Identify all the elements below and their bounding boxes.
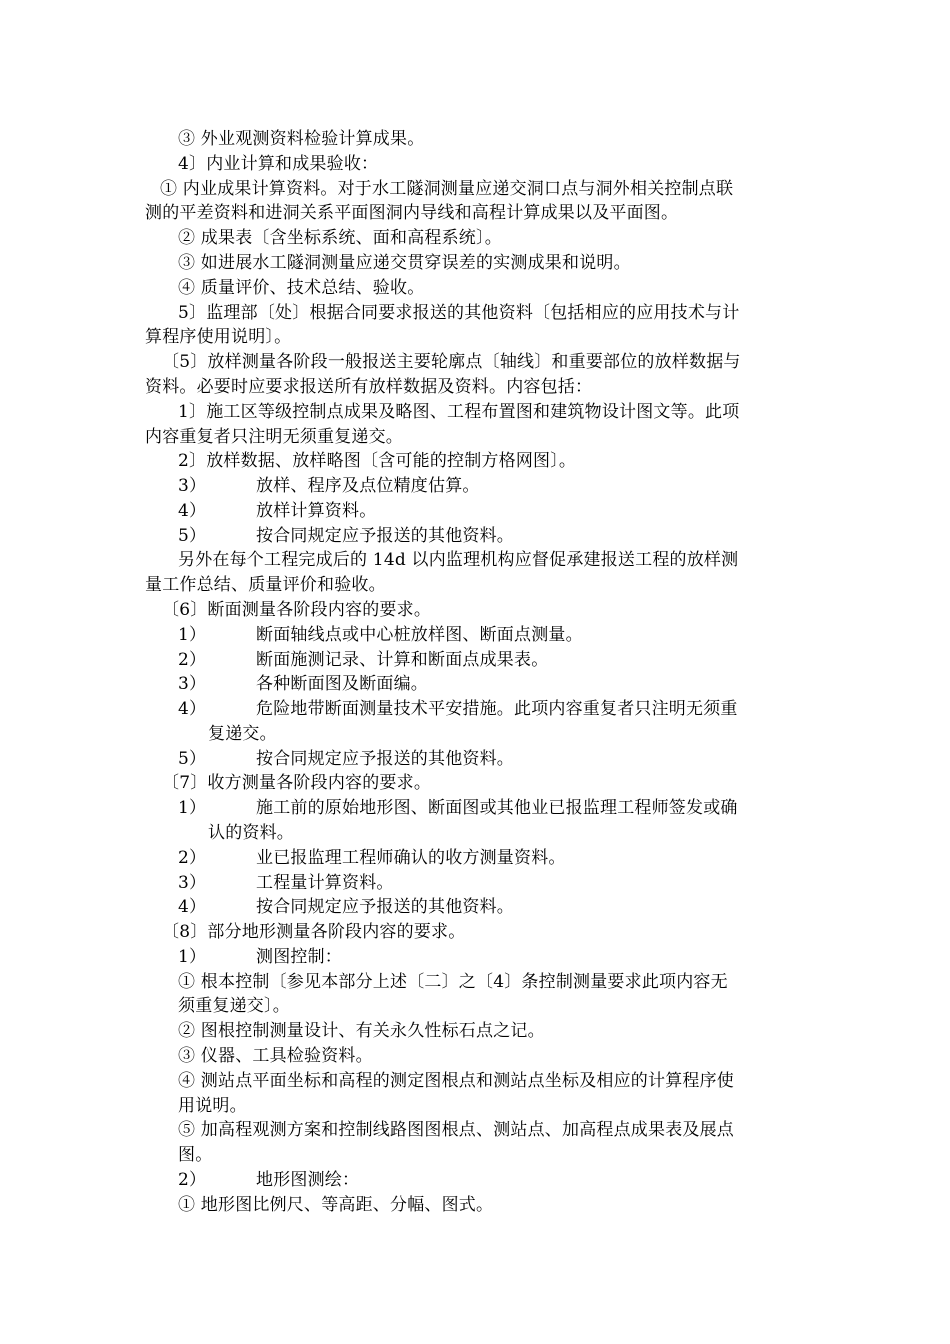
text-line: 4〕内业计算和成果验收： [178, 154, 379, 174]
text-line: 认的资料。 [208, 823, 294, 843]
list-item [178, 846, 566, 870]
text-line: 资料。必要时应要求报送所有放样数据及资料。内容包括： [145, 377, 593, 397]
list-item [178, 524, 514, 548]
item-number: 2） [178, 1170, 207, 1190]
item-number: 1） [178, 947, 207, 967]
list-item [178, 623, 583, 647]
text-line: 内容重复者只注明无须重复递交。 [145, 427, 403, 447]
list-item [178, 871, 394, 895]
item-number: 4） [178, 501, 207, 521]
item-text: 危险地带断面测量技术平安措施。此项内容重复者只注明无须重 [256, 699, 738, 719]
text-line: 〔6〕断面测量各阶段内容的要求。 [162, 600, 432, 620]
item-number: 5） [178, 749, 207, 769]
item-number: 2） [178, 650, 207, 670]
text-line: ② 图根控制测量设计、有关永久性标石点之记。 [178, 1021, 545, 1041]
text-line: 算程序使用说明〕。 [145, 327, 292, 347]
item-text: 断面轴线点或中心桩放样图、断面点测量。 [256, 625, 583, 645]
text-line: 2〕放样数据、放样略图〔含可能的控制方格网图〕。 [178, 451, 577, 471]
item-number: 5） [178, 526, 207, 546]
item-text: 断面施测记录、计算和断面点成果表。 [256, 650, 549, 670]
list-item [178, 648, 548, 672]
item-number: 2） [178, 848, 207, 868]
text-line: 另外在每个工程完成后的 14d 以内监理机构应督促承建报送工程的放样测 [178, 550, 739, 570]
list-item [178, 499, 376, 523]
item-text: 放样、程序及点位精度估算。 [256, 476, 480, 496]
text-line: ③ 如进展水工隧洞测量应递交贯穿误差的实测成果和说明。 [178, 253, 631, 273]
list-item [178, 1168, 359, 1192]
item-number: 3） [178, 674, 207, 694]
item-number: 1） [178, 798, 207, 818]
text-line: 测的平差资料和进洞关系平面图洞内导线和高程计算成果以及平面图。 [145, 203, 679, 223]
item-text: 施工前的原始地形图、断面图或其他业已报监理工程师签发或确 [256, 798, 738, 818]
item-text: 测图控制： [256, 947, 342, 967]
item-text: 放样计算资料。 [256, 501, 377, 521]
text-line: 1〕施工区等级控制点成果及略图、工程布置图和建筑物设计图文等。此项 [178, 402, 740, 422]
text-line: ② 成果表〔含坐标系统、面和高程系统〕。 [178, 228, 502, 248]
text-line: ④ 质量评价、技术总结、验收。 [178, 278, 425, 298]
item-number: 4） [178, 699, 207, 719]
item-text: 业已报监理工程师确认的收方测量资料。 [256, 848, 566, 868]
text-line: ③ 外业观测资料检验计算成果。 [178, 129, 425, 149]
text-line: 〔5〕放样测量各阶段一般报送主要轮廓点〔轴线〕和重要部位的放样数据与 [162, 352, 741, 372]
text-line: ④ 测站点平面坐标和高程的测定图根点和测站点坐标及相应的计算程序使 [178, 1071, 735, 1091]
item-text: 按合同规定应予报送的其他资料。 [256, 749, 514, 769]
text-line: 5〕监理部〔处〕根据合同要求报送的其他资料〔包括相应的应用技术与计 [178, 303, 740, 323]
item-text: 按合同规定应予报送的其他资料。 [256, 526, 514, 546]
item-number: 3） [178, 476, 207, 496]
text-line: 图。 [178, 1145, 213, 1165]
text-line: ⑤ 加高程观测方案和控制线路图图根点、测站点、加高程点成果表及展点 [178, 1120, 735, 1140]
item-text: 工程量计算资料。 [256, 873, 394, 893]
list-item [178, 796, 738, 820]
list-item [178, 747, 514, 771]
item-number: 1） [178, 625, 207, 645]
list-item [178, 697, 738, 721]
list-item [178, 672, 428, 696]
text-line: 量工作总结、质量评价和验收。 [145, 575, 386, 595]
text-line: 复递交。 [208, 724, 277, 744]
item-text: 地形图测绘： [256, 1170, 360, 1190]
list-item [178, 474, 480, 498]
text-line: 〔8〕部分地形测量各阶段内容的要求。 [162, 922, 466, 942]
item-text: 各种断面图及断面编。 [256, 674, 428, 694]
text-line: ① 地形图比例尺、等高距、分幅、图式。 [178, 1195, 494, 1215]
text-line: ① 内业成果计算资料。对于水工隧洞测量应递交洞口点与洞外相关控制点联 [160, 179, 734, 199]
text-line: ③ 仪器、工具检验资料。 [178, 1046, 373, 1066]
list-item [178, 945, 342, 969]
item-number: 4） [178, 897, 207, 917]
list-item [178, 895, 514, 919]
item-text: 按合同规定应予报送的其他资料。 [256, 897, 514, 917]
text-line: ① 根本控制〔参见本部分上述〔二〕之〔4〕条控制测量要求此项内容无 [178, 972, 728, 992]
text-line: 用说明。 [178, 1096, 247, 1116]
text-line: 〔7〕收方测量各阶段内容的要求。 [162, 773, 432, 793]
item-number: 3） [178, 873, 207, 893]
text-line: 须重复递交〕。 [178, 996, 290, 1016]
